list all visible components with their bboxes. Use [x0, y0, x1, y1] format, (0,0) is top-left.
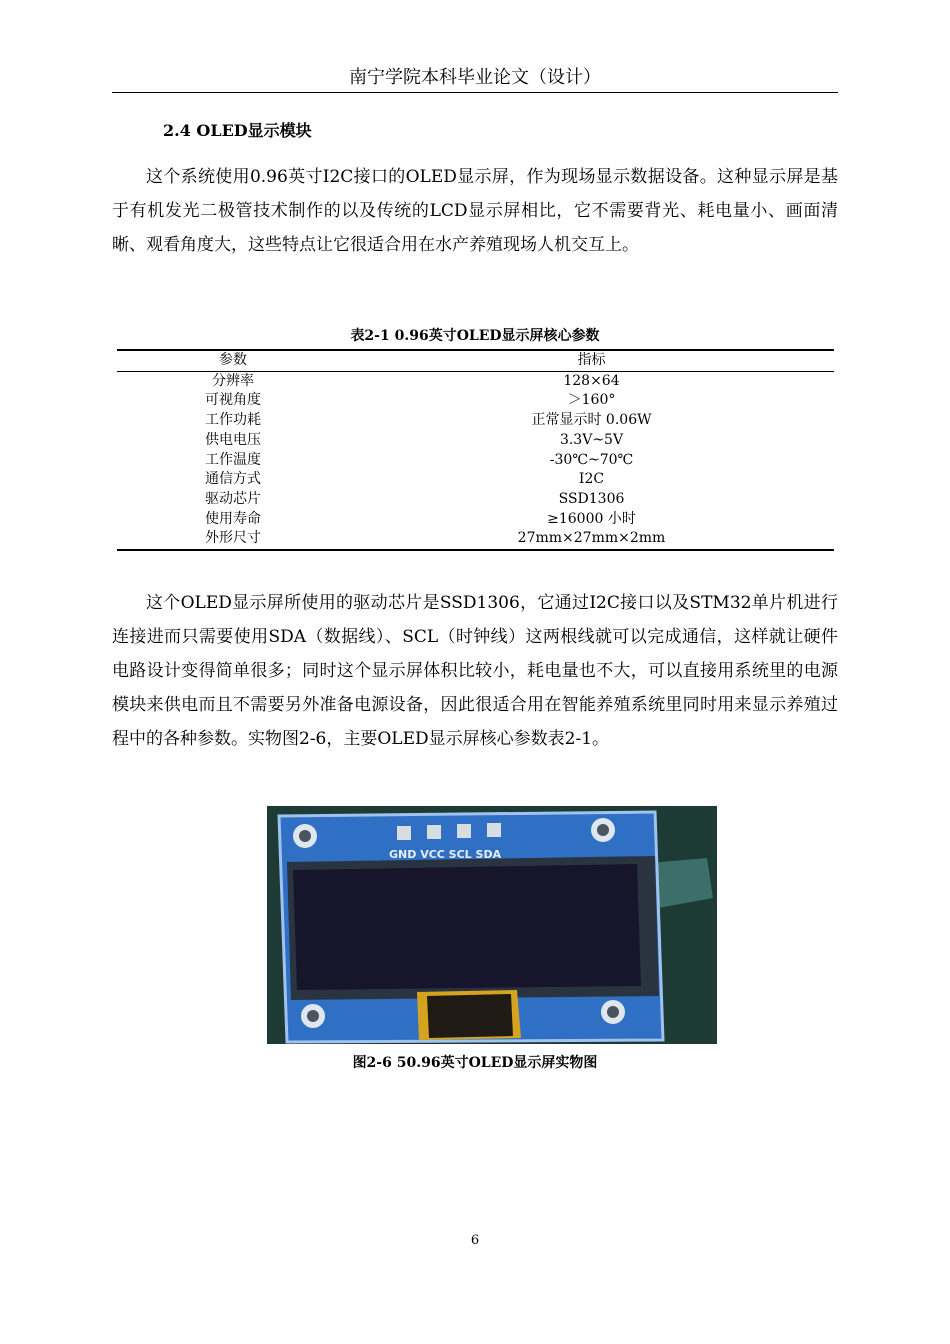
pin-labels: GND VCC SCL SDA [389, 848, 502, 861]
table-cell-parameter: 外形尺寸 [205, 530, 261, 547]
table-cell-parameter: 驱动芯片 [205, 490, 261, 507]
table-cell-value: SSD1306 [558, 490, 625, 507]
table-cell-parameter: 分辨率 [212, 372, 254, 389]
table-cell-value: 3.3V~5V [559, 431, 624, 448]
mount-hole-icon [591, 818, 615, 842]
table-caption: 表2-1 0.96英寸OLED显示屏核心参数 [350, 328, 600, 344]
paragraph-intro: 这个系统使用0.96英寸I2C接口的OLED显示屏，作为现场显示数据设备。这种显示屏是基于有机发光二极管技术制作的以及传统的LCD显示屏相比，它不需要背光、耗电量小、画面清晰、观看角度大，这些特点让它很适合用在水产养殖现场人机交互上。 [112, 167, 838, 255]
table-header-value: 指标 [349, 350, 834, 371]
table-cell-value: 27mm×27mm×2mm [517, 530, 666, 547]
oled-photo [267, 806, 717, 1044]
table-cell-parameter: 工作温度 [205, 451, 261, 468]
mount-hole-icon [301, 1004, 325, 1028]
table-row [117, 371, 834, 391]
screen-display [293, 864, 641, 990]
table-cell-parameter: 供电电压 [205, 431, 261, 448]
table-row [117, 510, 834, 530]
table-cell-value: 正常显示时 0.06W [531, 412, 652, 429]
table-header-parameter: 参数 [117, 350, 349, 371]
table-row [117, 470, 834, 490]
table-cell-parameter: 工作功耗 [205, 412, 261, 429]
table-cell-value: I2C [578, 471, 605, 488]
table-cell-parameter: 可视角度 [205, 392, 261, 409]
table-row [117, 431, 834, 451]
table-row [117, 451, 834, 471]
table-row [117, 490, 834, 510]
flex-connector-inner [427, 994, 513, 1038]
oled-module-illustration [267, 806, 717, 1044]
page-header-title: 南宁学院本科毕业论文（设计） [349, 67, 601, 88]
table-row [117, 391, 834, 411]
mount-hole-icon [293, 824, 317, 848]
table-cell-value: 128×64 [563, 372, 620, 389]
page-header [112, 64, 838, 93]
table-cell-value: -30℃~70℃ [549, 451, 634, 468]
figure-caption: 图2-6 50.96英寸OLED显示屏实物图 [352, 1055, 598, 1071]
paragraph-driver: 这个OLED显示屏所使用的驱动芯片是SSD1306，它通过I2C接口以及STM32单片机进行连接进而只需要使用SDA（数据线）、SCL（时钟线）这两根线就可以完成通信，这样就让硬件电路设计变得简单很多；同时这个显示屏体积比较小，耗电量也不大，可以直接用系统里的电源模块来供电而且不需要另外准备电源设备，因此很适合用在智能养殖系统里同时用来显示养殖过程中的各种参数。实物图2-6，主要OLED显示屏核心参数表2-1。 [112, 593, 838, 749]
table-row [117, 529, 834, 550]
page-number: 6 [470, 1233, 480, 1248]
table-cell-value: ＞160° [567, 392, 616, 409]
table-cell-parameter: 通信方式 [205, 471, 261, 488]
table-cell-parameter: 使用寿命 [205, 510, 261, 527]
table-cell-value: ≥16000 小时 [547, 510, 636, 527]
parameters-table [117, 349, 834, 551]
mount-hole-icon [601, 1000, 625, 1024]
table-header-row [117, 350, 834, 371]
table-row [117, 411, 834, 431]
section-heading: 2.4 OLED显示模块 [163, 121, 312, 140]
